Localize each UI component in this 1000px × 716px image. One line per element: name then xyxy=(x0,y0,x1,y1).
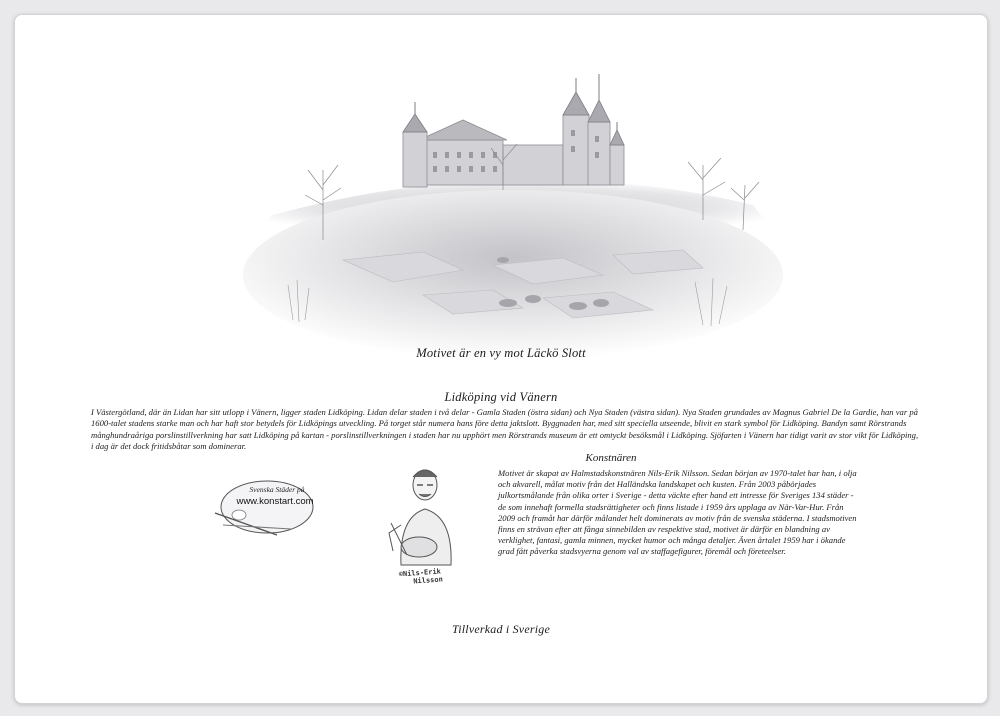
signature-line-2: Nilsson xyxy=(413,575,444,586)
logo-url: www.konstart.com xyxy=(236,496,314,507)
castle-illustration xyxy=(233,70,793,360)
logo-tagline: Svenska Städer på xyxy=(249,485,305,494)
artist-heading: Konstnären xyxy=(585,452,637,464)
signature-line-1: ©Nils-Erik xyxy=(398,567,442,579)
intro-paragraph: I Västergötland, där än Lidan har sitt utlopp i Vänern, ligger staden Lidköping. Lidan delar staden i två delar - Gamla Staden (östra sidan) och Nya Staden (västra sidan). Nya Staden grundades av Magnus Gabriel De la Gardie, han var på 1600-talet stadens starke man och har haft stor betydels för Lidköpings utveckling. På torget står numera hans före detta jaktslott. Byggnaden har, med sitt speciella utseende, blivit en stark symbol för Lidköping. Bandyn samt Rörstrands månghundraåriga porslinstillverkning har satt Lidköping på kartan - porslinstillverkningen i staden har nu upphört men Rörstrands museum är ett omtyckt besöksmål i Lidköping. Sjöfarten i Vänern har tidigt varit av stor vikt för Lidköping, i dag är det dock fritidsbåtar som dominerar. xyxy=(91,407,919,451)
page-title: Lidköping vid Vänern xyxy=(444,390,558,404)
illustration-caption: Motivet är en vy mot Läckö Slott xyxy=(416,346,586,360)
artist-paragraph: Motivet är skapat av Halmstadskonstnären Nils-Erik Nilsson. Sedan början av 1970-talet har han, i olja och akvarell, målat motiv från det Halländska landskapet och kusten. Från 2003 påbörjades julkortsmålande från olika orter i Sverige - detta väckte efter hand ett intresse för Sveriges 134 städer - de som innehaft formella stadsrättigheter och finns listade i 1959 års upplaga av När-Var-Hur. Från 2009 och framåt har därför målandet helt dominerats av motiv från de svenska städerna. I stadsmotiven finns en strävan efter att fånga sinnebilden av respektive stad, motivet är därför en blandning av verklighet, fantasi, gamla minnen, mycket humor och många detaljer. Även årtalet 1959 har i ökande grad fått påverka stadsvyerna genom val av staffagefigurer, föremål och företeelser. xyxy=(498,468,857,557)
footer-made-in: Tillverkad i Sverige xyxy=(452,622,550,636)
poster-sheet xyxy=(14,14,988,704)
